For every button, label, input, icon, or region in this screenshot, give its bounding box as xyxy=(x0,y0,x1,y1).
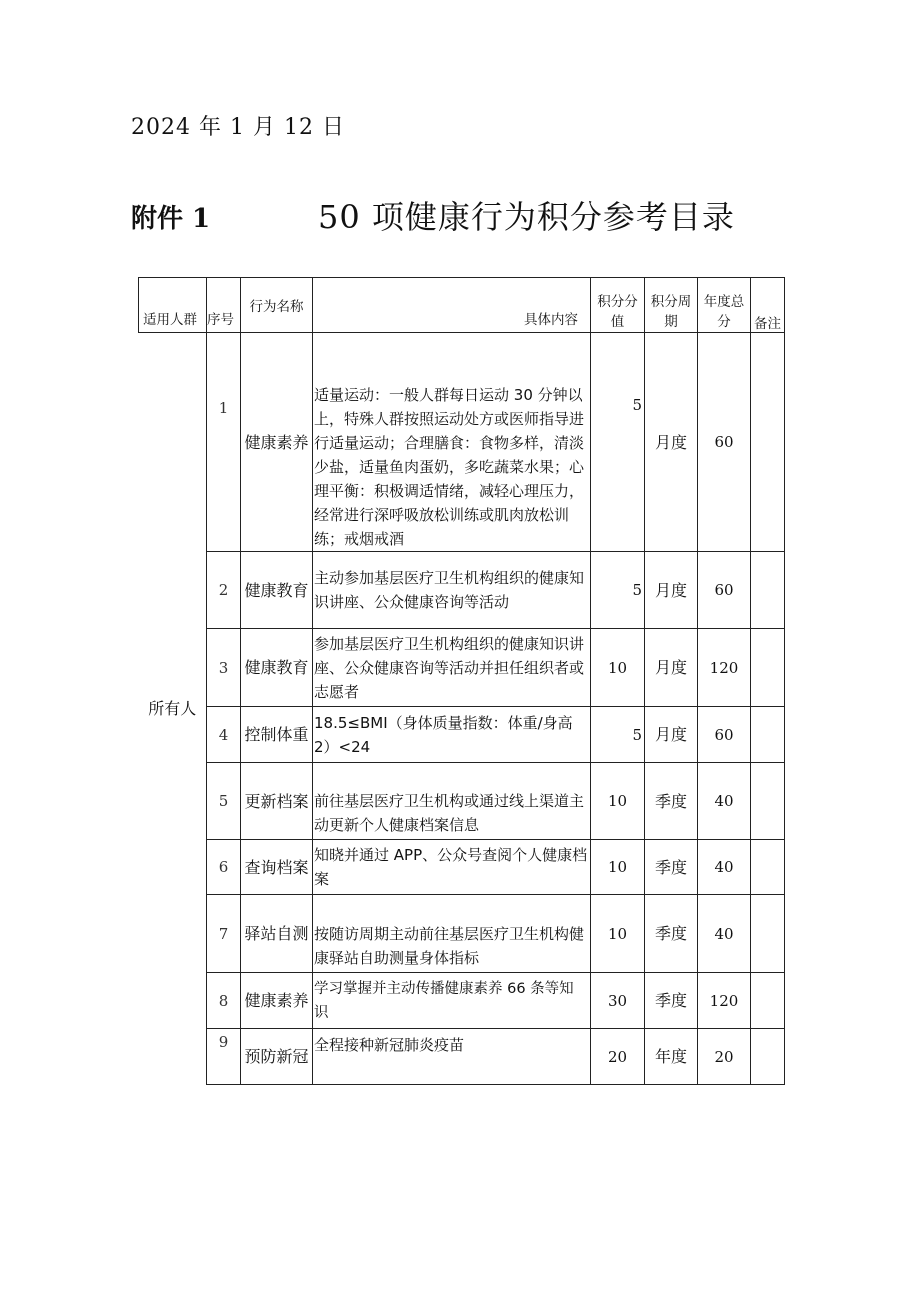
row-points: 20 xyxy=(591,1029,645,1085)
row-points: 5 xyxy=(591,333,645,552)
row-points: 10 xyxy=(591,763,645,840)
document-date: 2024 年 1 月 12 日 xyxy=(131,115,345,140)
row-total: 20 xyxy=(698,1029,751,1085)
row-content: 参加基层医疗卫生机构组织的健康知识讲座、公众健康咨询等活动并担任组织者或志愿者 xyxy=(313,629,591,707)
points-table xyxy=(138,277,785,1085)
row-points: 5 xyxy=(591,707,645,763)
row-name: 健康教育 xyxy=(241,629,313,707)
row-name: 控制体重 xyxy=(241,707,313,763)
row-total: 40 xyxy=(698,840,751,895)
row-total: 40 xyxy=(698,895,751,973)
row-note xyxy=(751,840,785,895)
row-content: 前往基层医疗卫生机构或通过线上渠道主动更新个人健康档案信息 xyxy=(313,763,591,840)
row-total: 60 xyxy=(698,333,751,552)
row-content: 知晓并通过 APP、公众号查阅个人健康档案 xyxy=(313,840,591,895)
header-period: 积分周期 xyxy=(645,278,698,333)
row-seq: 1 xyxy=(207,333,241,552)
row-name: 健康素养 xyxy=(241,973,313,1029)
header-note: 备注 xyxy=(751,278,785,333)
row-points: 30 xyxy=(591,973,645,1029)
header-seq: 序号 xyxy=(207,278,241,333)
row-seq: 7 xyxy=(207,895,241,973)
table-header-row xyxy=(139,278,785,333)
row-content: 18.5≤BMI（身体质量指数：体重/身高 2）<24 xyxy=(313,707,591,763)
row-points: 10 xyxy=(591,895,645,973)
header-group: 适用人群 xyxy=(139,278,207,333)
row-total: 60 xyxy=(698,552,751,629)
row-name: 健康素养 xyxy=(241,333,313,552)
row-points: 5 xyxy=(591,552,645,629)
group-cell: 所有人 xyxy=(139,333,207,1085)
row-seq: 2 xyxy=(207,552,241,629)
header-name: 行为名称 xyxy=(241,278,313,333)
table-row xyxy=(139,840,785,895)
row-name: 查询档案 xyxy=(241,840,313,895)
table-row xyxy=(139,1029,785,1085)
row-name: 预防新冠 xyxy=(241,1029,313,1085)
table-row xyxy=(139,333,785,552)
row-seq: 9 xyxy=(207,1029,241,1085)
row-total: 40 xyxy=(698,763,751,840)
row-period: 月度 xyxy=(645,333,698,552)
row-period: 季度 xyxy=(645,763,698,840)
header-annual-total: 年度总分 xyxy=(698,278,751,333)
row-content: 主动参加基层医疗卫生机构组织的健康知识讲座、公众健康咨询等活动 xyxy=(313,552,591,629)
header-points: 积分分值 xyxy=(591,278,645,333)
row-note xyxy=(751,973,785,1029)
row-name: 更新档案 xyxy=(241,763,313,840)
row-note xyxy=(751,707,785,763)
row-note xyxy=(751,763,785,840)
row-seq: 8 xyxy=(207,973,241,1029)
row-content: 学习掌握并主动传播健康素养 66 条等知识 xyxy=(313,973,591,1029)
row-period: 月度 xyxy=(645,629,698,707)
row-note xyxy=(751,1029,785,1085)
row-points: 10 xyxy=(591,840,645,895)
row-content: 适量运动：一般人群每日运动 30 分钟以上，特殊人群按照运动处方或医师指导进行适量运动；合理膳食：食物多样，清淡少盐，适量鱼肉蛋奶，多吃蔬菜水果；心理平衡：积极调适情绪，减轻心理压力，经常进行深呼吸放松训练或肌肉放松训练；戒烟戒酒 xyxy=(313,333,591,552)
table-row xyxy=(139,552,785,629)
table-row xyxy=(139,707,785,763)
table-row xyxy=(139,629,785,707)
row-total: 120 xyxy=(698,629,751,707)
row-seq: 6 xyxy=(207,840,241,895)
row-content: 全程接种新冠肺炎疫苗 xyxy=(313,1029,591,1085)
row-content: 按随访周期主动前往基层医疗卫生机构健康驿站自助测量身体指标 xyxy=(313,895,591,973)
annex-label: 附件 1 xyxy=(131,204,211,234)
header-content: 具体内容 xyxy=(313,278,591,333)
row-period: 季度 xyxy=(645,973,698,1029)
row-period: 月度 xyxy=(645,552,698,629)
row-seq: 4 xyxy=(207,707,241,763)
page-title: 50 项健康行为积分参考目录 xyxy=(318,198,735,236)
row-period: 月度 xyxy=(645,707,698,763)
row-period: 季度 xyxy=(645,840,698,895)
row-name: 驿站自测 xyxy=(241,895,313,973)
table-row xyxy=(139,973,785,1029)
row-name: 健康教育 xyxy=(241,552,313,629)
row-note xyxy=(751,552,785,629)
row-period: 年度 xyxy=(645,1029,698,1085)
row-points: 10 xyxy=(591,629,645,707)
row-note xyxy=(751,333,785,552)
row-note xyxy=(751,629,785,707)
row-total: 120 xyxy=(698,973,751,1029)
table-row xyxy=(139,763,785,840)
row-total: 60 xyxy=(698,707,751,763)
row-note xyxy=(751,895,785,973)
table-row xyxy=(139,895,785,973)
row-period: 季度 xyxy=(645,895,698,973)
row-seq: 5 xyxy=(207,763,241,840)
row-seq: 3 xyxy=(207,629,241,707)
